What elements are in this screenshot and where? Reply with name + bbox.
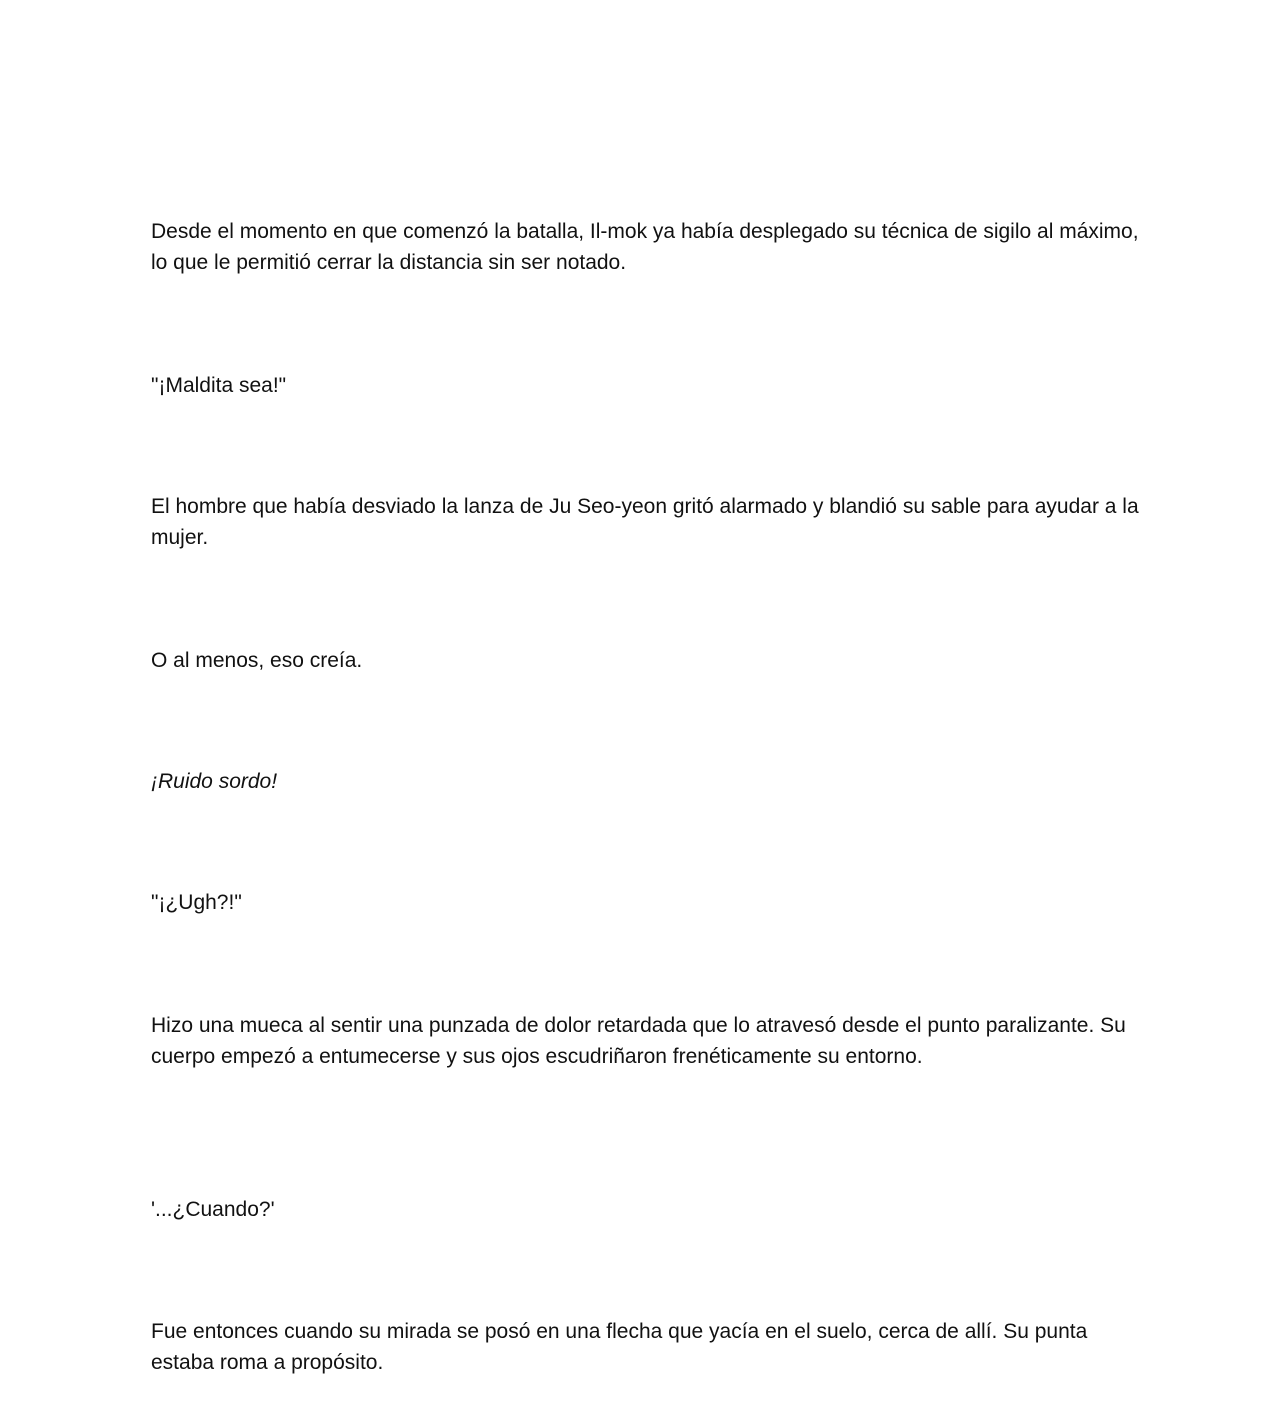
paragraph-thought: '...¿Cuando?' xyxy=(151,1198,275,1221)
paragraph-narration: Desde el momento en que comenzó la batalla, Il-mok ya había desplegado su técnica de sigilo al máximo, lo que le permitió cerrar la distancia sin ser notado. xyxy=(151,220,1139,274)
paragraph-narration: Fue entonces cuando su mirada se posó en una flecha que yacía en el suelo, cerca de allí. Su punta estaba roma a propósito. xyxy=(151,1320,1088,1374)
paragraph-narration: El hombre que había desviado la lanza de Ju Seo-yeon gritó alarmado y blandió su sable para ayudar a la mujer. xyxy=(151,495,1139,549)
paragraph-dialogue: "¡Maldita sea!" xyxy=(151,374,287,397)
paragraph-sound-effect: ¡Ruido sordo! xyxy=(151,770,278,793)
paragraph-narration: Hizo una mueca al sentir una punzada de dolor retardada que lo atravesó desde el punto paralizante. Su cuerpo empezó a entumecerse y sus ojos escudriñaron frenéticamente su entorno. xyxy=(151,1014,1126,1068)
paragraph-dialogue: "¡¿Ugh?!" xyxy=(151,891,242,914)
paragraph-narration: O al menos, eso creía. xyxy=(151,649,363,672)
